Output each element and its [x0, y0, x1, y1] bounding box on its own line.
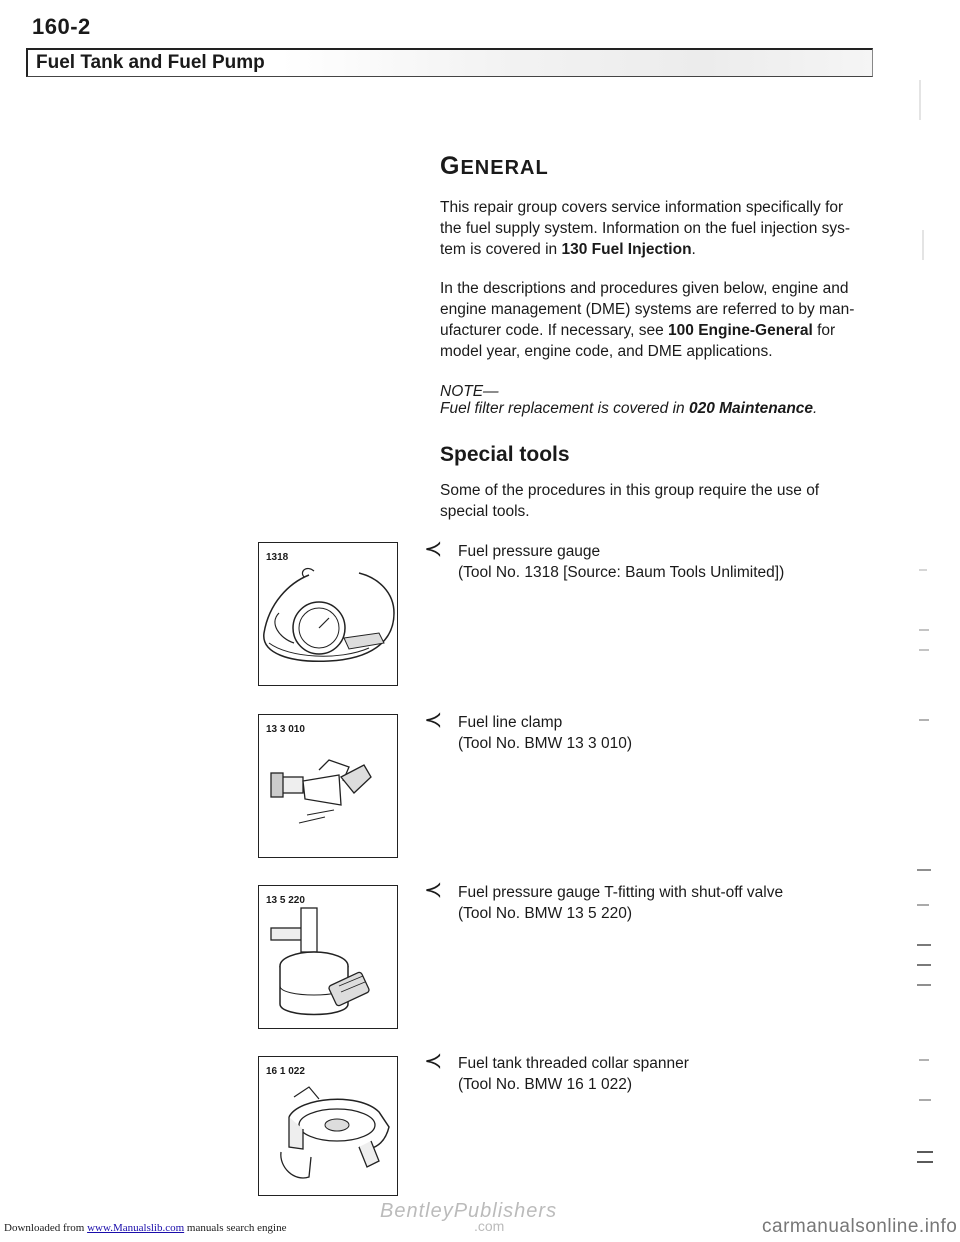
- section-title: Fuel Tank and Fuel Pump: [36, 52, 265, 73]
- note-label: NOTE—: [440, 383, 499, 400]
- tool-illustration: [258, 714, 398, 858]
- publisher-watermark: BentleyPublishers: [380, 1200, 558, 1222]
- cross-reference: 130 Fuel Injection: [561, 241, 692, 258]
- tool-illustration: [258, 885, 398, 1029]
- tool-name: Fuel pressure gauge T-fitting with shut-off valve: [458, 884, 784, 901]
- general-paragraph-2: In the descriptions and procedures given below, engine and engine management (DME) systems are referred to by man- ufacturer code. If necessary, see 100 Engine-General for model year, engine code, and DME applications.: [440, 280, 855, 360]
- tool-description: [458, 882, 783, 924]
- tool-arrow-icon: ≺: [424, 536, 443, 561]
- tool-description: [458, 541, 784, 583]
- tool-arrow-icon: ≺: [424, 1048, 443, 1073]
- margin-tab-marks: [905, 0, 955, 1242]
- tool-illustration: [258, 542, 398, 686]
- tool-arrow-icon: ≺: [424, 707, 443, 732]
- cross-reference: 100 Engine-General: [668, 322, 813, 339]
- tool-name: Fuel pressure gauge: [458, 543, 601, 560]
- special-tools-heading: Special tools: [440, 443, 570, 466]
- tool-label: 13 5 220: [266, 895, 305, 906]
- general-heading: GENERAL: [440, 152, 549, 180]
- line-clamp-icon: [259, 715, 397, 857]
- tool-description: [458, 712, 632, 754]
- tool-number: (Tool No. BMW 13 5 220): [458, 905, 633, 922]
- tool-label: 16 1 022: [266, 1066, 305, 1077]
- tool-number: (Tool No. BMW 16 1 022): [458, 1076, 633, 1093]
- tool-label: 13 3 010: [266, 724, 305, 735]
- general-paragraph-1: This repair group covers service information specifically for the fuel supply system. Information on the fuel injection sys- tem is covered in 130 Fuel Injection.: [440, 199, 851, 258]
- tool-description: [458, 1053, 689, 1095]
- manualslib-link[interactable]: www.Manualslib.com: [87, 1222, 185, 1234]
- t-fitting-icon: [259, 886, 397, 1028]
- special-tools-intro: Some of the procedures in this group require the use of special tools.: [440, 482, 820, 520]
- note-text: Fuel filter replacement is covered in 020 Maintenance.: [440, 400, 818, 417]
- tool-illustration: [258, 1056, 398, 1196]
- tool-number: (Tool No. BMW 13 3 010): [458, 735, 633, 752]
- tool-arrow-icon: ≺: [424, 877, 443, 902]
- page-number: 160-2: [32, 14, 91, 39]
- section-header-bar: [26, 48, 873, 77]
- tool-label: 1318: [266, 552, 289, 563]
- footer-site-watermark: carmanualsonline.info: [762, 1216, 958, 1237]
- pressure-gauge-icon: [259, 543, 397, 685]
- tool-name: Fuel line clamp: [458, 714, 563, 731]
- tool-number: (Tool No. 1318 [Source: Baum Tools Unlimited]): [458, 564, 785, 581]
- cross-reference: 020 Maintenance: [688, 400, 814, 417]
- publisher-watermark-sub: .com: [474, 1218, 505, 1234]
- tool-name: Fuel tank threaded collar spanner: [458, 1055, 689, 1072]
- collar-spanner-icon: [259, 1057, 397, 1195]
- footer-download-notice: Downloaded from www.Manualslib.com manuals search engine: [4, 1222, 287, 1234]
